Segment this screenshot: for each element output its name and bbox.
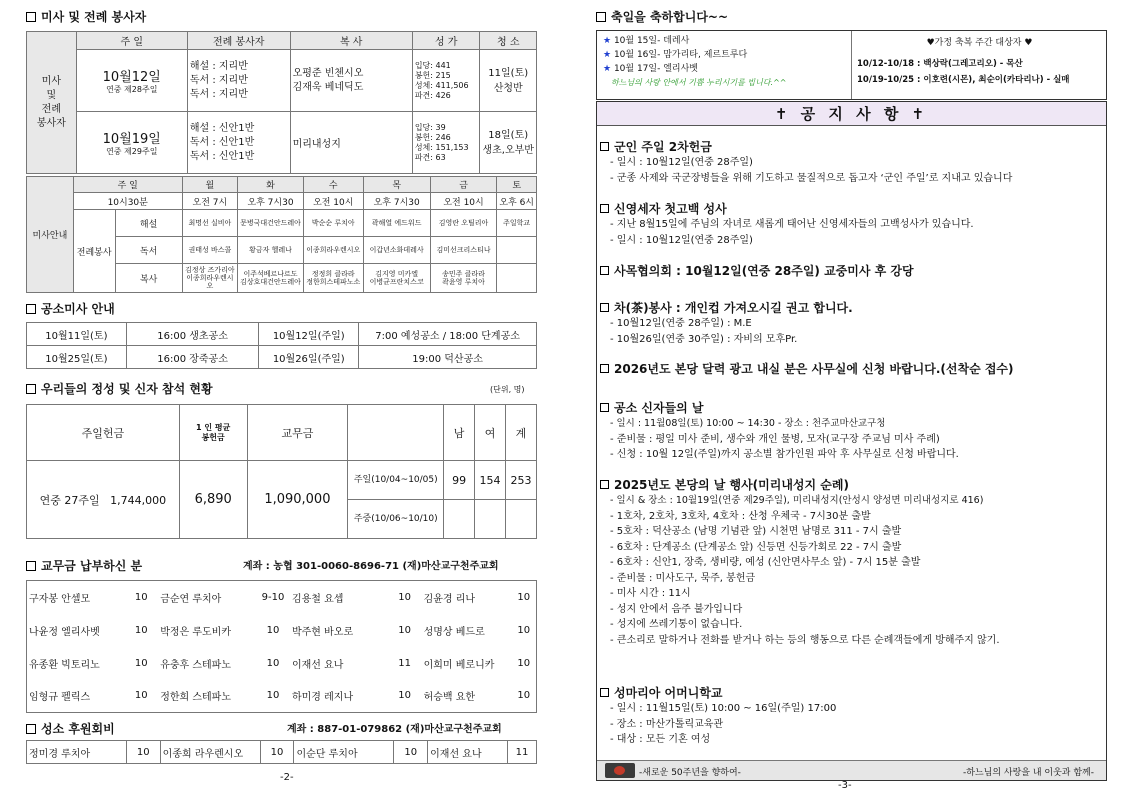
header-cell: 교무금 [247,405,348,461]
name-cell: 이재선 요나 [291,659,344,671]
family-box [853,31,1106,99]
kyomu-table [26,580,537,713]
notice-heading-text: 공소 신자들의 날 [614,401,704,415]
day-cell: 주 일 [73,177,182,193]
notice-footer [597,760,1106,780]
notice-item [600,476,1098,648]
schedule-side-label: 미사안내 [27,177,74,293]
header-cell: 주일헌금 [27,405,180,461]
table-row [27,614,537,647]
anniversary-logo [605,763,635,778]
amount-cell: 10 [517,624,531,636]
account-label: 계좌 : 농협 301-0060-8696-71 (재)마산교구천주교회 [243,561,499,572]
amount-cell: 9-10 [261,591,285,603]
name-cell: 박정은 루도비카 [160,626,232,638]
footer-right-text: -하느님의 사랑을 내 이웃과 함께- [963,768,1094,778]
notice-line: - 10월12일(연중 28주일) : M.E [610,318,752,329]
notice-heading [600,360,1098,377]
notice-item [600,684,1098,748]
header-cell: 성 가 [412,32,480,50]
server-cell: 김영란 오틸리아 [430,210,497,237]
name-cell: 정미경 루치아 [27,741,127,764]
checkbox-icon [600,403,609,412]
time-cell: 오전 10시 [303,193,363,210]
server-cell: 이갑년소화데레사 [363,237,430,264]
section-title-feast: 축일을 축하합니다~~ [596,8,728,25]
page-number: -3- [838,780,852,791]
section-title-vocation: 성소 후원회비 [26,720,115,737]
notice-line: - 6호차 : 신안1, 장죽, 생비량, 예성 (신안면사무소 앞) - 7시 15분 출발 [610,557,921,568]
checkbox-icon [600,480,609,489]
section-title-mission-mass: 공소미사 안내 [26,300,115,317]
header-cell: 1 인 평균 봉헌금 [179,405,247,461]
header-cell: 청 소 [480,32,537,50]
place-cell: 7:00 예성공소 / 18:00 단계공소 [359,323,537,346]
day-cell: 화 [238,177,304,193]
notice-item [600,262,1098,279]
place-cell: 16:00 장죽공소 [126,346,259,369]
boksa-cell: 미리내성지 [290,112,412,174]
section-title-mass-servers: 미사 및 전례 봉사자 [26,8,146,25]
section-title-offering: 우리들의 정성 및 신자 참석 현황 [26,380,213,397]
notice-line: - 신청 : 10월 12일(주일)까지 공소별 참가인원 파악 후 사무실로 신청 바랍니다. [610,449,959,460]
star-icon: ★ [603,64,612,74]
song-cell: 입당: 441 봉헌: 215 성체: 411,506 파견: 426 [412,50,480,112]
roles-cell: 해설 : 신안1반 독서 : 신안1반 독서 : 신안1반 [187,112,290,174]
notice-line: - 일시 : 10월12일(연중 28주일) [610,157,753,168]
servers-side-label: 미사 및 전례 봉사자 [27,32,77,174]
amount-cell: 10 [517,657,531,669]
amount-cell: 10 [126,741,160,764]
group-label: 전례봉사 [73,210,115,293]
table-row [27,461,537,500]
notice-heading-text: 성마리아 어머니학교 [614,686,723,700]
server-cell: 권태성 바스콜 [182,237,237,264]
header-cell: 여 [475,405,506,461]
offering-table [26,404,537,539]
notice-item [600,299,1098,347]
checkbox-icon [600,266,609,275]
mission-mass-table [26,322,537,369]
avg-cell: 6,890 [179,461,247,539]
notice-heading-text: 사목협의회 : 10월12일(연중 28주일) 교중미사 후 강당 [614,264,914,278]
family-title: ♥가정 축복 주간 대상자 ♥ [926,38,1033,48]
server-cell: 문병국대건안드레아 [238,210,304,237]
count-cell: 154 [475,461,506,500]
boksa-cell: 오평준 빈첸시오 김재욱 베네딕도 [290,50,412,112]
server-cell: 송민주 클라라 곽윤영 루치아 [430,264,497,293]
table-row [27,210,537,237]
day-cell: 월 [182,177,237,193]
amount-cell: 10 [398,624,412,636]
name-cell: 하미경 레지나 [291,692,354,704]
role-label: 독서 [115,237,182,264]
server-cell: 곽해열 에드워드 [363,210,430,237]
server-cell: 박순순 루치아 [303,210,363,237]
amount-cell: 10 [266,624,280,636]
notice-heading-text: 2025년도 본당의 날 행사(미리내성지 순례) [614,478,849,492]
name-cell: 이희미 베로니카 [423,659,495,671]
amount-cell: 10 [134,657,148,669]
family-item: 10/19-10/25 : 이호련(시몬), 최순이(카타리나) - 실매 [857,75,1070,85]
server-cell [497,264,537,293]
song-cell: 입당: 39 봉헌: 246 성체: 151,153 파견: 63 [412,112,480,174]
amount-cell: 11 [507,741,536,764]
notice-heading [600,262,1098,279]
notice-line: - 성지에 쓰레기통이 없습니다. [610,619,743,630]
unit-label: (단위, 명) [490,385,525,394]
notice-line: - 6호차 : 단계공소 (단계공소 앞) 신등면 신등가회로 22 - 7시 출발 [610,541,902,553]
day-cell: 수 [303,177,363,193]
table-row [27,680,537,713]
header-cell: 복 사 [290,32,412,50]
notice-line: - 일시 : 11월08일(토) 10:00 ~ 14:30 - 장소 : 천주교마산교구청 [610,418,886,429]
checkbox-icon [600,142,609,151]
notice-line: - 미사 시간 : 11시 [610,588,691,599]
period-cell: 주일(10/04~10/05) [348,461,444,500]
notice-line: - 일시 : 10월12일(연중 28주일) [610,234,753,246]
count-cell: 99 [444,461,475,500]
role-label: 복사 [115,264,182,293]
period-cell: 주중(10/06~10/10) [348,500,444,539]
notice-heading [600,399,1098,416]
notice-heading-text: 신영세자 첫고백 성사 [614,202,727,216]
clean-cell: 11일(토) 산청반 [480,50,537,112]
time-cell: 오후 6시 [497,193,537,210]
server-cell: 김지영 미카엘 이병균프란치스코 [363,264,430,293]
notice-heading [600,476,1098,493]
family-item: 10/12-10/18 : 백상락(그레고리오) - 목산 [857,59,1023,69]
notice-line: - 일시 : 11월15일(토) 10:00 ~ 16일(주일) 17:00 [610,703,837,714]
table-row [27,647,537,680]
notice-heading [600,684,1098,701]
time-cell: 오전 7시 [182,193,237,210]
server-cell: 김정상 즈가리아 이종희라우렌시오 [182,264,237,293]
day-cell: 토 [497,177,537,193]
notice-line: - 대상 : 모든 기혼 여성 [610,734,711,745]
roles-cell: 해설 : 지리반 독서 : 지리반 독서 : 지리반 [187,50,290,112]
checkbox-icon [600,303,609,312]
name-cell: 성명상 베드로 [423,626,485,638]
count-cell [475,500,506,539]
amount-cell: 10 [517,690,531,702]
checkbox-icon [600,688,609,697]
page-number: -2- [280,772,294,783]
server-cell: 최명선 실비아 [182,210,237,237]
table-row [27,323,537,346]
notice-heading [600,299,1098,316]
count-cell [506,500,537,539]
place-cell: 19:00 덕산공소 [359,346,537,369]
name-cell: 김용철 요셉 [291,593,344,605]
name-cell: 정한희 스테파노 [160,692,232,704]
count-cell [444,500,475,539]
amount-cell: 10 [398,690,412,702]
header-cell: 남 [444,405,475,461]
star-icon: ★ [603,36,612,46]
time-cell: 오후 7시30 [363,193,430,210]
vocation-table [26,740,537,764]
notice-line: - 준비물 : 미사도구, 묵주, 봉헌금 [610,572,756,584]
name-cell: 이재선 요나 [428,741,508,764]
name-cell: 김윤경 리나 [423,593,476,605]
notice-title: ✝ 공 지 사 항 ✝ [597,102,1106,126]
server-cell: 김미선크리스티나 [430,237,497,264]
notice-line: - 지난 8월15일에 주님의 자녀로 새롭게 태어난 신영세자들의 고백성사가 있습니다. [610,219,974,230]
name-cell: 임형규 펠릭스 [29,692,91,704]
day-cell: 금 [430,177,497,193]
name-cell: 금순연 루치아 [160,593,222,605]
amount-cell: 10 [134,690,148,702]
date-cell: 10월26일(주일) [259,346,359,369]
time-cell: 오후 7시30 [238,193,304,210]
amount-cell: 10 [398,591,412,603]
server-cell: 정정희 클라라 정한희스테파노소 [303,264,363,293]
amount-cell: 11 [398,657,412,669]
notice-line: - 장소 : 마산가톨릭교육관 [610,718,724,730]
feast-item: ★ 10월 16일- 맘가리타, 제르트루다 [603,50,748,60]
date-cell: 10월12일(주일) [259,323,359,346]
feast-box [596,30,1107,100]
kyomu-cell: 1,090,000 [247,461,348,539]
notice-line: - 1호차, 2호차, 3호차, 4호차 : 산청 우체국 - 7시30분 출발 [610,510,871,522]
table-row [27,50,537,112]
mass-schedule-table [26,176,537,293]
amount-cell: 10 [260,741,294,764]
footer-left-text: -새로운 50주년을 향하여- [639,768,741,778]
amount-cell: 10 [266,657,280,669]
amount-cell: 10 [266,690,280,702]
server-cell: 주일학교 [497,210,537,237]
notice-line: - 성지 안에서 음주 불가입니다 [610,603,743,615]
amount-cell: 10 [134,591,148,603]
name-cell: 유종환 빅토리노 [29,659,100,671]
star-icon: ★ [603,50,612,60]
date-cell: 10월11일(토) [27,323,127,346]
notice-heading [600,138,1098,155]
offering-week-cell: 연중 27주일 1,744,000 [27,461,180,539]
day-cell: 목 [363,177,430,193]
notice-line: - 10월26일(연중 30주일) : 자비의 모후Pr. [610,333,798,345]
notice-line: - 5호차 : 덕산공소 (남명 기념관 앞) 시천면 남명로 311 - 7시 출발 [610,526,902,537]
notice-heading-text: 2026년도 본당 달력 광고 내실 분은 사무실에 신청 바랍니다.(선착순 접수) [614,362,1014,376]
date-cell: 10월19일 연중 제29주일 [76,112,187,174]
name-cell: 나윤정 엘리사벳 [29,626,100,638]
notice-heading-text: 차(茶)봉사 : 개인컵 가져오시길 권고 합니다. [614,301,853,315]
name-cell: 허승백 요한 [423,692,476,704]
amount-cell: 10 [134,624,148,636]
notice-heading [600,200,1098,217]
notice-heading-text: 군인 주일 2차헌금 [614,140,712,154]
server-cell: 황금자 헬레나 [238,237,304,264]
blessing-text: 하느님의 사랑 안에서 기쁨 누리시기를 빕니다.^^ [611,78,787,87]
notice-item [600,200,1098,248]
place-cell: 16:00 생초공소 [126,323,259,346]
header-cell: 전례 봉사자 [187,32,290,50]
checkbox-icon [600,364,609,373]
clean-cell: 18일(토) 생초,오부반 [480,112,537,174]
name-cell: 이순단 루치아 [294,741,394,764]
time-cell: 오전 10시 [430,193,497,210]
amount-cell: 10 [394,741,428,764]
notice-line: - 준비물 : 평일 미사 준비, 생수와 개인 물병, 모자(교구장 주교님 미사 주례) [610,433,940,445]
table-row [27,112,537,174]
name-cell: 이종희 라우렌시오 [160,741,260,764]
feast-item: ★ 10월 17일- 엘리사벳 [603,64,698,74]
notice-line: - 일시 & 장소 : 10월19일(연중 제29주일), 미리내성지(안성시 양성면 미리내성지로 416) [610,495,984,506]
server-cell: 이종희라우렌시오 [303,237,363,264]
notice-line: - 군종 사제와 국군장병들을 위해 기도하고 물질적으로 돕고자 ‘군인 주일’로 지내고 있습니다 [610,172,1013,184]
server-cell: 이주석베르나르도 김상호대건안드레아 [238,264,304,293]
table-row [27,346,537,369]
notice-item [600,360,1098,377]
header-cell: 계 [506,405,537,461]
amount-cell: 10 [517,591,531,603]
header-cell [348,405,444,461]
count-cell: 253 [506,461,537,500]
feast-list [597,31,852,99]
time-cell: 10시30분 [73,193,182,210]
role-label: 해설 [115,210,182,237]
date-cell: 10월12일 연중 제28주일 [76,50,187,112]
checkbox-icon [600,204,609,213]
table-row [27,741,537,764]
mass-servers-table [26,31,537,174]
table-row [27,581,537,614]
feast-item: ★ 10월 15일- 데레사 [603,36,690,46]
date-cell: 10월25일(토) [27,346,127,369]
name-cell: 구자봉 안셀모 [29,593,91,605]
notice-line: - 큰소리로 말하거나 전화를 받거나 하는 등의 행동으로 다른 순례객들에게 방해주지 않기. [610,634,1000,646]
name-cell: 박주현 바오로 [291,626,354,638]
name-cell: 유충후 스테파노 [160,659,232,671]
notice-item [600,138,1098,186]
server-cell [497,237,537,264]
account-label: 계좌 : 887-01-079862 (재)마산교구천주교회 [287,724,502,735]
notice-item [600,399,1098,463]
header-cell: 주 일 [76,32,187,50]
section-title-kyomu: 교무금 납부하신 분 [26,557,142,574]
